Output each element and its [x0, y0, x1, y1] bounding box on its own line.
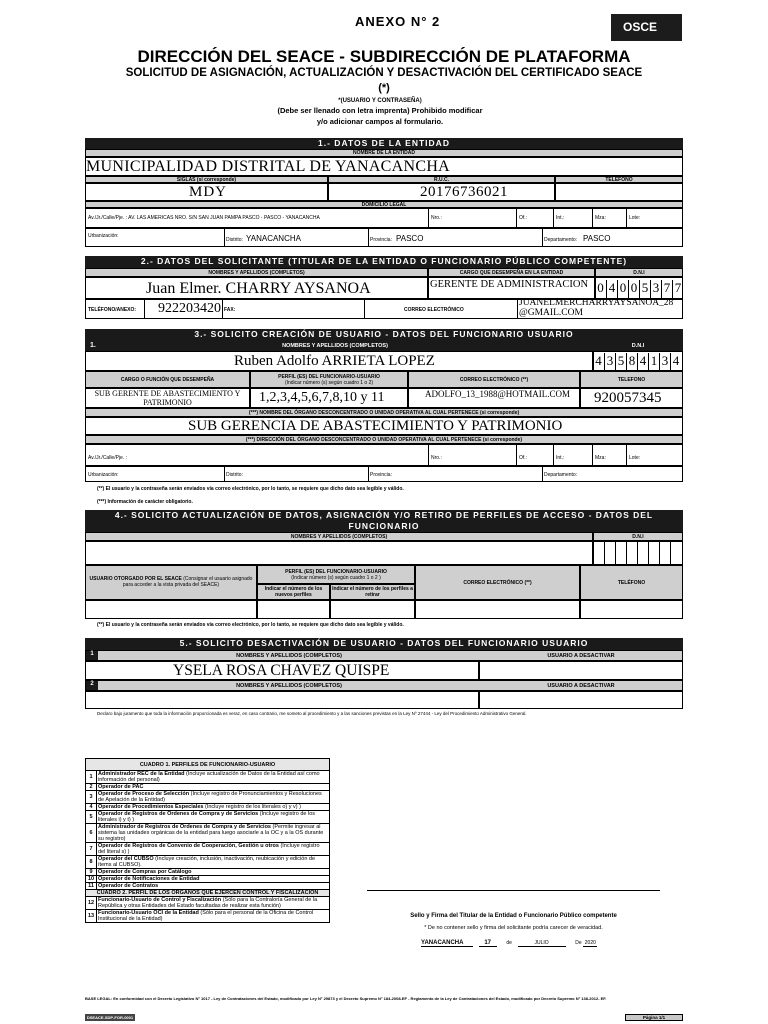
s3-perfil-box[interactable]	[250, 388, 408, 408]
s4-email-box[interactable]	[415, 600, 580, 619]
s1-phone-label: TELEFONO	[555, 176, 683, 183]
note-usuario: *(USUARIO Y CONTRASEÑA)	[338, 98, 422, 104]
dni-digit: 1	[648, 353, 659, 371]
row-number: 13	[86, 910, 97, 923]
page-title: DIRECCIÓN DEL SEACE - SUBDIRECCIÓN DE PLATAFORMA	[137, 47, 631, 66]
s5-row1-number: 1	[86, 651, 98, 660]
s3-urb-label: Urbanización:	[88, 472, 119, 478]
s1-domicilio-label: DOMICILIO LEGAL	[85, 201, 683, 208]
s2-cargo: GERENTE DE ADMINISTRACION	[430, 279, 589, 290]
s1-district-label: Distrito:	[226, 237, 243, 243]
s2-cargo-label: CARGO QUE DESEMPEÑA EN LA ENTIDAD	[428, 268, 595, 277]
s2-email: JUANELMERCHARRYAYSANOA_28@GMAIL.COM	[519, 298, 674, 318]
s5-names-label-1: NOMBRES Y APELLIDOS (COMPLETOS)	[236, 653, 342, 659]
s2-name: Juan Elmer. CHARRY AYSANOA	[146, 280, 371, 297]
row-number: 12	[86, 897, 97, 910]
s3-dni-box[interactable]	[593, 351, 683, 371]
row-text: Operador de PAC	[97, 784, 330, 791]
table-row	[86, 869, 330, 876]
s5-user-label-1: USUARIO A DESACTIVAR	[547, 653, 615, 659]
s3-int-label: Int.:	[556, 455, 565, 461]
s1-province: PASCO	[396, 234, 424, 243]
table-row	[86, 791, 330, 804]
osce-logo-text: OSCE	[623, 20, 658, 34]
s4-names-label: NOMBRES Y APELLIDOS (COMPLETOS)	[85, 532, 593, 541]
s3-district-label: Distrito:	[226, 472, 243, 478]
s5-name1: YSELA ROSA CHAVEZ QUISPE	[173, 662, 390, 679]
note-letra: (Debe ser llenado con letra imprenta) Prohibido modificar	[277, 106, 483, 115]
s4-email-label: CORREO ELECTRÓNICO (**)	[415, 565, 580, 600]
dni-digit: 7	[661, 280, 672, 300]
s5-names-label-2: NOMBRES Y APELLIDOS (COMPLETOS)	[236, 683, 342, 689]
date-de-1: de	[506, 940, 512, 946]
row-text: Funcionario-Usuario OCI de la Entidad (Sólo para el personal de la Oficina de Control Institucional de la Entidad)	[97, 910, 330, 923]
s4-perfil-sub: (Indicar número (s) según cuadro 1 o 2 )	[291, 574, 381, 581]
section-5-header: 5.- SOLICITO DESACTIVACIÓN DE USUARIO - DATOS DEL FUNCIONARIO USUARIO	[85, 638, 683, 650]
row-number: 9	[86, 869, 97, 876]
s2-email-label: CORREO ELECTRÓNICO	[404, 307, 464, 313]
s4-perfil-label: PERFIL (ES) DEL FUNCIONARIO-USUARIO	[285, 568, 387, 575]
s5-user1-box[interactable]	[479, 661, 683, 680]
s3-perfil-label-box	[250, 371, 408, 388]
s1-siglas-box[interactable]	[85, 183, 328, 201]
annex-title: ANEXO N° 2	[355, 14, 441, 29]
cuadro1-title: CUADRO 1. PERFILES DE FUNCIONARIO-USUARIO	[86, 759, 330, 771]
s3-cargo: SUB GERENTE DE ABASTECIMIENTO Y PATRIMONIO	[94, 389, 241, 407]
form-code: DSEACE-SDP-FOR-0001	[86, 1015, 134, 1020]
row-text: Operador de Compras por Catálogo	[97, 869, 330, 876]
table-row	[86, 910, 330, 923]
s4-new-profiles-box[interactable]	[257, 600, 330, 619]
s3-email-label: CORREO ELECTRÓNICO (**)	[408, 371, 580, 388]
dni-digit: 8	[626, 353, 637, 371]
dni-digit: 5	[615, 353, 626, 371]
s1-ruc: 20176736021	[420, 184, 508, 200]
s4-phone-box[interactable]	[580, 600, 683, 619]
s4-dni-label: D.N.I	[593, 532, 683, 541]
row-number: 6	[86, 824, 97, 843]
s4-phone-label: TELÉFONO	[580, 565, 683, 600]
dni-digit: 0	[597, 280, 604, 295]
osce-logo	[611, 14, 682, 41]
row-number: 2	[86, 784, 97, 791]
s3-perfil-label: PERFIL (ES) DEL FUNCIONARIO-USUARIO	[278, 373, 380, 380]
s4-note-email: (**) El usuario y la contraseña serán enviados vía correo electrónico, por lo tanto, se requiere que dicho dato sea legible y válido.	[97, 622, 404, 628]
s1-urb-label: Urbanización:	[88, 233, 119, 239]
dni-digit: 5	[639, 280, 650, 300]
s5-row1-header	[85, 650, 683, 661]
s1-int-label: Int.:	[556, 215, 565, 221]
declaration-text: Declaro bajo juramento que toda la información proporcionada es veraz, en caso contrario, me someto al procedimiento y a las sanciones previstas en la Ley Nº 27444 - Ley del Procedimiento Administrativo General.	[97, 711, 527, 716]
table-row	[86, 804, 330, 811]
s5-user-label-2: USUARIO A DESACTIVAR	[547, 683, 615, 689]
row-text: Funcionario-Usuario de Control y Fiscalización (Sólo para la Contraloría General de la República y otras Entidades del Estado facultadas de realizar esta función)	[97, 897, 330, 910]
s1-address: Av./Jr./Calle/Pje. : AV. LAS AMERICAS NRO. S/N SAN JUAN PAMPA PASCO - PASCO - YANACANCHA	[88, 215, 320, 221]
s2-names-label: NOMBRES Y APELLIDOS (COMPLETOS)	[85, 268, 428, 277]
signature-label: Sello y Firma del Titular de la Entidad o Funcionario Público competente	[410, 913, 617, 919]
s3-cargo-box[interactable]	[85, 388, 250, 408]
s2-phone-label: TELÉFONO/ANEXO:	[88, 307, 137, 313]
row-text: Administrador REC de la Entidad (Incluye actualización de Datos de la Entidad así como información del personal)	[97, 771, 330, 784]
s5-row2-header	[85, 680, 683, 691]
date-city: YANACANCHA	[421, 940, 473, 947]
s3-note-mandatory: (***) Información de carácter obligatorio.	[97, 499, 193, 505]
s4-remove-profiles-label: Indicar el número de los perfiles a retirar	[330, 584, 415, 600]
s3-perfil: 1,2,3,4,5,6,7,8,10 y 11	[259, 390, 385, 405]
s3-phone-label: TELEFONO	[580, 371, 683, 388]
s4-user-hint: (Consignar el usuario asignado para acceder a la vista privada del SEACE)	[122, 576, 253, 588]
signature-line	[367, 890, 660, 891]
s4-perfil-label-box	[257, 565, 415, 584]
note-campos: y/o adicionar campos al formulario.	[316, 117, 444, 126]
s2-cargo-box[interactable]	[428, 277, 595, 299]
table-row	[86, 843, 330, 856]
dni-digit: 4	[637, 353, 648, 371]
s3-address-row[interactable]	[85, 444, 683, 466]
s3-phone: 920057345	[594, 390, 662, 406]
s3-dir-label: (***) DIRECCIÓN DEL ÓRGANO DESCONCENTRADO O UNIDAD OPERATIVA AL CUAL PERTENECE (si corresponde)	[85, 435, 683, 444]
dni-digit: 4	[670, 353, 681, 371]
s4-user-label: USUARIO OTORGADO POR EL SEACE	[89, 576, 182, 582]
row-number: 4	[86, 804, 97, 811]
s1-nro-label: Nro.:	[431, 215, 442, 221]
s5-name1-box[interactable]	[85, 661, 479, 680]
s1-lote-label: Lote:	[629, 215, 641, 221]
s3-organo: SUB GERENCIA DE ABASTECIMIENTO Y PATRIMONIO	[188, 418, 563, 434]
page-subtitle: SOLICITUD DE ASIGNACIÓN, ACTUALIZACIÓN Y DESACTIVACIÓN DEL CERTIFICADO SEACE	[125, 67, 643, 79]
s3-province-label: Provincia:	[370, 472, 392, 478]
signature-note: * De no contener sello y firma del solicitante podría carecer de veracidad.	[424, 925, 603, 931]
s3-row-number-bar	[85, 341, 683, 351]
s1-ruc-box[interactable]	[328, 183, 555, 201]
s1-entity-name-box[interactable]	[85, 157, 683, 176]
table-row	[86, 876, 330, 883]
legal-basis: BASE LEGAL: En conformidad con el Decreto Legislativo N° 1017 - Ley de Contrataciones del Estado, modificado por Ley N° 29873 y el Decreto Supremo N° 184-2008-EF - Reglamento de la Ley de Contrataciones del Estado, modificado por Decreto Supremo N° 138-2012- EF.	[85, 996, 607, 1001]
s3-perfil-sub: (Indicar número (s) según cuadro 1 o 2)	[284, 379, 374, 386]
s5-row2-number: 2	[86, 681, 98, 690]
s3-dept-label: Departamento:	[544, 472, 578, 478]
s3-mza-label: Mza:	[595, 455, 606, 461]
s4-title-line2: FUNCIONARIO	[348, 521, 420, 531]
cuadro2-title: CUADRO 2. PERFIL DE LOS ÓRGANOS QUE EJERCEN CONTROL Y FISCALIZACIÓN	[86, 890, 330, 897]
dni-digit: 7	[672, 280, 683, 300]
s2-dni-box[interactable]	[595, 277, 683, 299]
table-row	[86, 811, 330, 824]
s3-email-box[interactable]	[408, 388, 580, 408]
s1-ruc-label: R.U.C.	[328, 176, 555, 183]
s3-row-number: 1.	[90, 342, 96, 349]
s1-dept: PASCO	[583, 234, 611, 243]
row-number: 10	[86, 876, 97, 883]
s1-dept-label: Departamento:	[544, 237, 578, 243]
s3-organo-label: (***) NOMBRE DEL ÓRGANO DESCONCENTRADO O UNIDAD OPERATIVA AL CUAL PERTENECE (si corresponde)	[85, 408, 683, 417]
s5-name2-box[interactable]	[85, 691, 479, 709]
s4-user-box[interactable]	[85, 600, 257, 619]
row-number: 1	[86, 771, 97, 784]
row-text: Operador de Notificaciones de Entidad	[97, 876, 330, 883]
dni-digit: 3	[650, 280, 661, 300]
s3-name-box[interactable]	[85, 351, 593, 371]
row-text: Operador de Contratos	[97, 883, 330, 890]
s3-of-label: Of.:	[519, 455, 528, 461]
row-text: Operador de Procedimientos Especiales (Incluye registro de los literales o) y v) )	[97, 804, 330, 811]
s2-fax-label: FAX:	[224, 307, 236, 313]
dni-digit: 0	[628, 280, 639, 300]
table-row	[86, 771, 330, 784]
row-text: Operador de Registros de Órdenes de Compra y de Servicios (Incluye registro de los literales i) y t) )	[97, 811, 330, 824]
table-row	[86, 824, 330, 843]
s2-dni-label: D.N.I	[595, 268, 683, 277]
row-number: 5	[86, 811, 97, 824]
s3-note-email: (**) El usuario y la contraseña serán enviados vía correo electrónico, por lo tanto, se requiere que dicho dato sea legible y válido.	[97, 486, 404, 492]
s4-title-line1: 4.- SOLICITO ACTUALIZACIÓN DE DATOS, ASIGNACIÓN Y/O RETIRO DE PERFILES DE ACCESO - DATOS DEL	[114, 510, 654, 520]
s3-address-label: Av./Jr./Calle/Pje. :	[88, 455, 127, 461]
date-line	[421, 940, 597, 947]
s1-of-label: Of.:	[519, 215, 528, 221]
s3-name: Ruben Adolfo ARRIETA LOPEZ	[234, 353, 435, 369]
s1-location-row[interactable]	[85, 228, 683, 247]
section-3-header: 3.- SOLICITO CREACIÓN DE USUARIO - DATOS DEL FUNCIONARIO USUARIO	[85, 329, 683, 341]
date-de-2: De	[575, 940, 582, 946]
s2-contact-row[interactable]	[85, 299, 683, 319]
s5-user2-box[interactable]	[479, 691, 683, 709]
s3-location-row[interactable]	[85, 466, 683, 482]
section-2-header: 2.- DATOS DEL SOLICITANTE (TITULAR DE LA ENTIDAD O FUNCIONARIO PÚBLICO COMPETENTE)	[85, 256, 683, 268]
s1-province-label: Provincia:	[370, 237, 392, 243]
s4-dni-box[interactable]	[593, 541, 683, 565]
dni-digit: 3	[659, 353, 670, 371]
s3-organo-box[interactable]	[85, 417, 683, 435]
s1-siglas-label: SIGLAS (si corresponde)	[85, 176, 328, 183]
s1-siglas: MDY	[189, 184, 228, 200]
s3-phone-box[interactable]	[580, 388, 683, 408]
row-text: Operador de Registros de Convenio de Cooperación, Gestión u otros (Incluye registro del literal s) )	[97, 843, 330, 856]
s4-name-box[interactable]	[85, 541, 593, 565]
section-4-header	[85, 510, 683, 532]
page-number: Página 1/1	[625, 1014, 683, 1021]
s3-nro-label: Nro.:	[431, 455, 442, 461]
s3-lote-label: Lote:	[629, 455, 641, 461]
s1-phone-box[interactable]	[555, 183, 683, 201]
subtitle-mark: (*)	[378, 82, 390, 94]
s4-remove-profiles-box[interactable]	[330, 600, 415, 619]
row-number: 8	[86, 856, 97, 869]
s2-phone: 922203420	[158, 301, 221, 316]
row-text: Administrador de Registros de Órdenes de Compra y de Servicios (Permite ingresar al sistema las unidades orgánicas de la entidad para luego asociarle a la OC y a la OS durante su registro)	[97, 824, 330, 843]
row-number: 3	[86, 791, 97, 804]
profiles-table	[85, 758, 330, 923]
s1-mza-label: Mza:	[595, 215, 606, 221]
s4-user-label-box	[85, 565, 257, 600]
s1-district: YANACANCHA	[246, 234, 301, 243]
s3-cargo-label: CARGO O FUNCIÓN QUE DESEMPEÑA	[85, 371, 250, 388]
s3-email: ADOLFO_13_1988@HOTMAIL.COM	[425, 389, 571, 399]
section-1-header: 1.- DATOS DE LA ENTIDAD	[85, 138, 683, 149]
s1-entity-name-label: NOMBRE DE LA ENTIDAD	[85, 149, 683, 157]
table-row	[86, 897, 330, 910]
s3-dni-label: D.N.I	[631, 343, 645, 349]
table-row	[86, 883, 330, 890]
s2-name-box[interactable]	[85, 277, 428, 299]
row-text: Operador del CUBSO (Incluye creación, inclusión, inactivación, reubicación y edición de ítems al CUBSO).	[97, 856, 330, 869]
s1-address-row[interactable]	[85, 208, 683, 228]
row-number: 11	[86, 883, 97, 890]
s4-new-profiles-label: Indicar el número de los nuevos perfiles	[257, 584, 330, 600]
s3-names-label: NOMBRES Y APELLIDOS (COMPLETOS)	[282, 343, 388, 349]
date-year: 2020	[584, 940, 596, 946]
row-text: Operador de Proceso de Selección (Incluye registro de Pronunciamientos y Resoluciones de Apelación de la Entidad)	[97, 791, 330, 804]
dni-digit: 0	[617, 280, 628, 300]
date-month: JULIO	[518, 940, 566, 947]
s1-entity-name: MUNICIPALIDAD DISTRITAL DE YANACANCHA	[86, 158, 451, 175]
dni-digit: 4	[606, 280, 617, 300]
row-number: 7	[86, 843, 97, 856]
date-day: 17	[479, 940, 497, 947]
dni-digit: 3	[604, 353, 615, 371]
table-row	[86, 856, 330, 869]
dni-digit: 4	[595, 353, 602, 368]
table-row	[86, 784, 330, 791]
